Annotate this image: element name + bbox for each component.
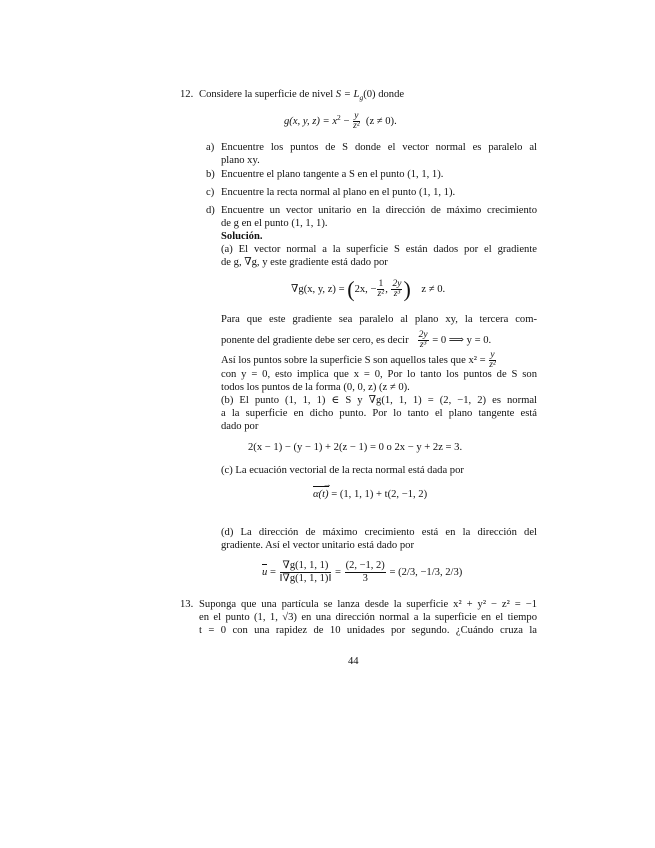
sol-a-p2 [221,331,491,350]
item-b-line1: Encuentre el plano tangente a S en el punto (1, 1, 1). [221,169,444,180]
grad-frac2 [391,280,402,299]
item-d-line1: Encuentre un vector unitario en la dirección de máximo crecimiento [221,205,537,216]
u-frac2-den: 3 [362,573,368,584]
level-arg: (0) donde [363,89,405,100]
grad-frac2-num: 2y [392,279,402,289]
problem-13-line3: t = 0 con una rapidez de 10 unidades por segundo. ¿Cuándo cruza la [199,625,537,636]
grad-frac2-den: z³ [393,289,401,299]
sol-d-line2: gradiente. Así el vector unitario está dado por [221,540,414,551]
level-sub: g [359,93,364,102]
gradient-equation: ∇g(x, y, z) = (2x, − $\frac{1}{\text{z²}}$ , $\frac{2y}{\text{z³}}$ ) z ≠ 0. [291,276,446,302]
item-c-line1: Encuentre la recta normal al plano en el punto (1, 1, 1). [221,187,456,198]
grad-lhs: ∇g(x, y, z) = [291,283,345,295]
item-a-line1: Encuentre los puntos de S donde el vector normal es paralelo al [221,142,537,153]
p2-tail: = 0 ⟹ y = 0. [432,334,492,346]
problem-12-number: 12. [180,89,194,100]
solution-title: Solución. [221,231,263,242]
g-definition: g(x, y, $z) = x^2$ − $\frac{y}{\text{z²}}$ (z ≠ 0). [284,111,397,132]
u-tail: = (2/3, −1/3, 2/3) [389,566,463,578]
p2-frac-den: z³ [419,340,427,350]
grad-frac1-num: 1 [378,279,384,289]
sol-a-p4: con y = 0, esto implica que x = 0, Por lo tanto los puntos de S son [221,369,537,380]
tangent-plane-equation: 2(x − 1) − (y − 1) + 2(z − 1) = 0 o 2x − y + 2z = 3. [248,442,463,453]
p2-frac-num: 2y [418,330,428,340]
sol-b-line1: (b) El punto (1, 1, 1) ∈ S y ∇g(1, 1, 1) = (2, −1, 2) es normal [221,395,537,406]
item-a-line2: plano xy. [221,155,260,166]
g-condition: (z ≠ 0). [365,116,397,127]
intro-text: Considere la superficie de nivel [199,89,334,100]
grad-frac1-den: z² [377,289,385,299]
sol-b-line3: dado por [221,421,259,432]
sol-c-line1: (c) La ecuación vectorial de la recta normal está dada por [221,465,464,476]
grad-condition: z ≠ 0. [421,283,446,295]
item-d-label: d) [206,205,215,216]
sol-a-line1: (a) El vector normal a la superficie S están dados por el gradiente [221,244,537,255]
u-vector: u [262,566,268,578]
normal-line-tail: = (1, 1, 1) + t(2, −1, 2) [331,489,428,500]
u-frac2-num: (2, −1, 2) [345,560,385,571]
p3-text: Así los puntos sobre la superficie S son aquellos tales que x² = [221,354,486,366]
level-set: S = L [335,89,360,100]
sol-a-line2: de g, ∇g, y este gradiente está dado por [221,257,388,268]
page-number: 44 [348,656,359,667]
p3-frac-num: y [490,350,495,360]
g-lhs: g(x, y, z) = x [284,116,338,127]
sol-b-line2: a la superficie en dicho punto. Por lo tanto el plano tangente está [221,408,537,419]
normal-line-equation [313,488,427,501]
item-a-label: a) [206,142,215,153]
p3-frac-den: z² [489,360,496,370]
u-equals: = [269,566,276,578]
problem-12-intro [199,88,404,104]
sol-d-line1: (d) La dirección de máximo crecimiento está en la dirección del [221,527,537,538]
sol-a-p5: todos los puntos de la forma (0, 0, z) (z ≠ 0). [221,382,410,393]
u-equals-2: = [334,566,341,578]
u-frac1-den: ‖∇g(1, 1, 1)‖ [279,573,332,584]
u-frac1-num: ∇g(1, 1, 1) [280,560,332,573]
problem-13-number: 13. [180,599,194,610]
grad-2x: 2x, − [354,283,377,295]
sol-a-p1: Para que este gradiente sea paralelo al plano xy, la tercera com- [221,314,537,325]
g-frac-num: y [354,111,359,122]
item-d-line2: de g en el punto (1, 1, 1). [221,218,328,229]
item-c-label: c) [206,187,215,198]
alpha-t: α(t) → [313,488,329,501]
problem-13-line1: Suponga que una partícula se lanza desde la superficie x² + y² − z² = −1 [199,599,537,610]
p2-text: ponente del gradiente debe ser cero, es decir [221,334,409,346]
g-fraction [353,112,360,131]
item-b-label: b) [206,169,215,180]
unit-vector-equation [262,560,462,585]
problem-13-line2: en el punto (1, 1, √3) en una dirección normal a la superficie en el tiempo [199,612,537,623]
grad-frac1 [377,280,384,299]
g-frac-den: z² [353,121,360,132]
